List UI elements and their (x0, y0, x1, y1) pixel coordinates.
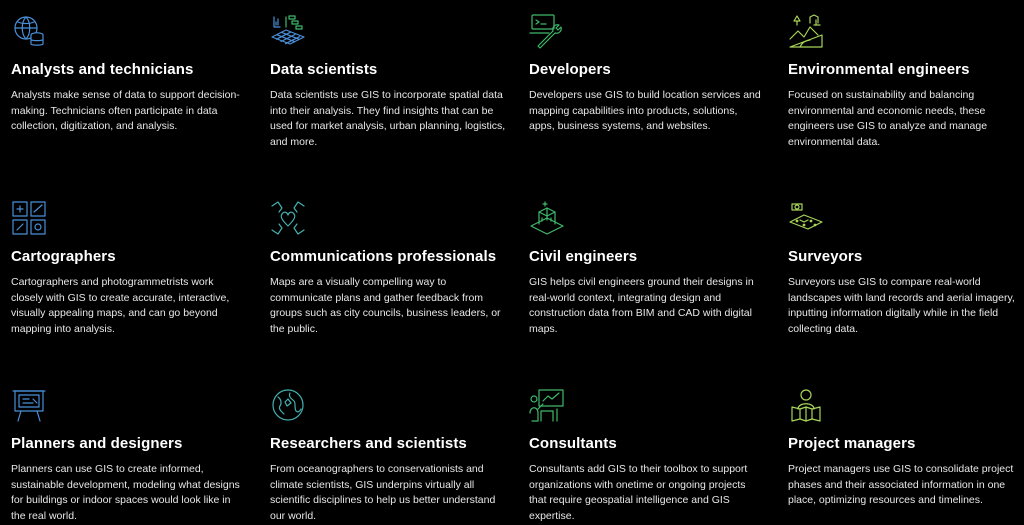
card-title: Cartographers (11, 248, 116, 265)
card-description: Project managers use GIS to consolidate project phases and their associated information in one place, optimizing resources and timelines. (788, 463, 1014, 506)
grid-chart-icon (270, 13, 306, 49)
card-description: Analysts make sense of data to support decision-making. Technicians often participate in data collection, digitization, and analysis. (11, 89, 240, 132)
building-blueprint-icon (529, 200, 565, 236)
card-title: Developers (529, 61, 611, 78)
card-description: Cartographers and photogrammetrists work closely with GIS to create accurate, interactive, visually appealing maps, and can go beyond mapping into analysis. (11, 276, 230, 335)
card-description: From oceanographers to conservationists and climate scientists, GIS underpins virtually all scientific disciplines to help us better understand our world. (270, 463, 496, 522)
card-title: Environmental engineers (788, 61, 970, 78)
hands-heart-icon (270, 200, 306, 236)
card-description: Surveyors use GIS to compare real-world landscapes with land records and aerial imagery, inputting information digitally while in the field collecting data. (788, 276, 1015, 335)
card-title: Data scientists (270, 61, 378, 78)
card-title: Analysts and technicians (11, 61, 194, 78)
survey-drone-icon (788, 200, 824, 236)
card-title: Surveyors (788, 248, 863, 265)
card-description: Developers use GIS to build location services and mapping capabilities into products, solutions, apps, business systems, and websites. (529, 89, 761, 132)
presentation-board-icon (529, 387, 565, 423)
landscape-icon (788, 13, 824, 49)
card-title: Project managers (788, 435, 916, 452)
card-title: Researchers and scientists (270, 435, 467, 452)
card-title: Consultants (529, 435, 617, 452)
globe-icon (270, 387, 306, 423)
card-description: GIS helps civil engineers ground their designs in real-world context, integrating design and construction data from BIM and CAD with digital maps. (529, 276, 754, 335)
card-title: Civil engineers (529, 248, 638, 265)
card-description: Consultants add GIS to their toolbox to support organizations with onetime or ongoing projects that require geospatial intelligence and GIS expertise. (529, 463, 748, 522)
drafting-table-icon (11, 387, 47, 423)
card-description: Focused on sustainability and balancing environmental and economic needs, these engineers use GIS to analyze and manage environmental data. (788, 89, 988, 148)
card-title: Planners and designers (11, 435, 183, 452)
card-description: Planners can use GIS to create informed, sustainable development, modeling what designs for buildings or indoor spaces would look like in the real world. (11, 463, 240, 522)
card-description: Maps are a visually compelling way to communicate plans and gather feedback from groups such as city councils, business leaders, or the public. (270, 276, 501, 335)
card-title: Communications professionals (270, 248, 497, 265)
globe-database-icon (11, 13, 47, 49)
person-map-icon (788, 387, 824, 423)
card-description: Data scientists use GIS to incorporate spatial data into their analysis. They find insights that can be used for market analysis, urban planning, logistics, and more. (270, 89, 506, 148)
map-tiles-icon (11, 200, 47, 236)
laptop-wrench-icon (529, 13, 565, 49)
